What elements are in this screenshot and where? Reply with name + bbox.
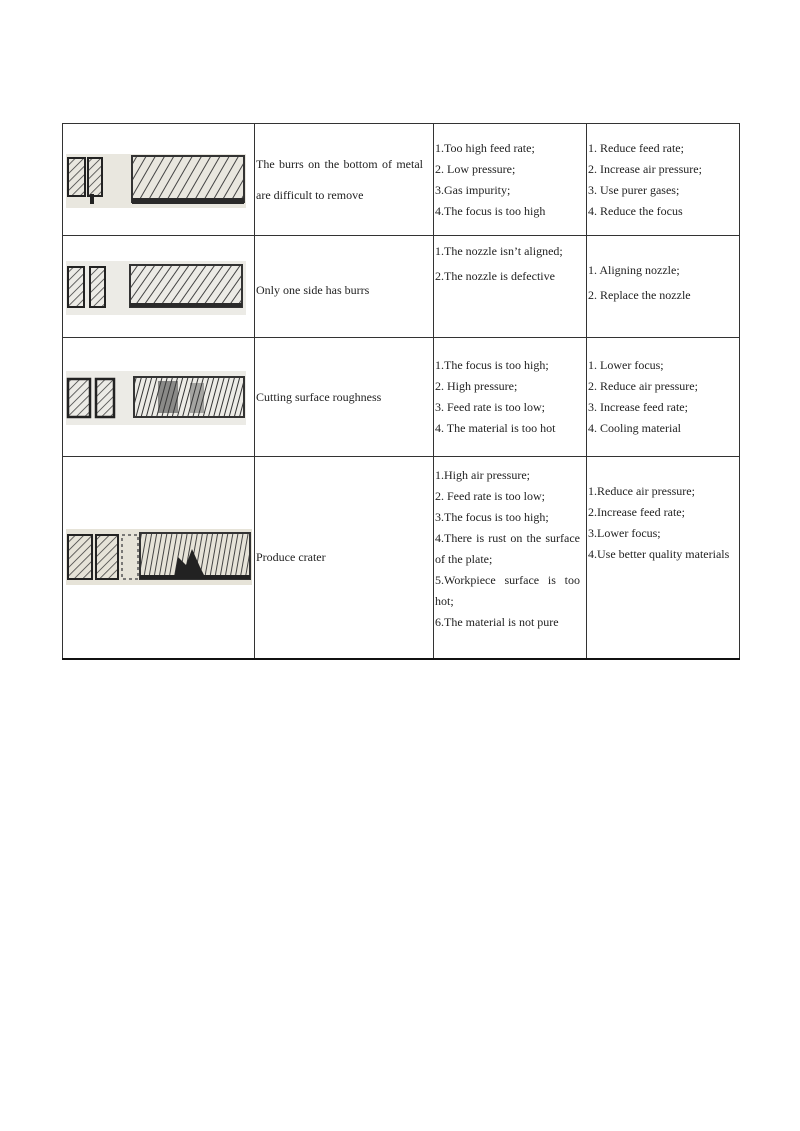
- cause-item: 1.The nozzle isn’t aligned;: [435, 244, 563, 258]
- solution-item: 4.Use better quality materials: [588, 547, 730, 561]
- cause-item: 4.There is rust on the surface of the plate;: [435, 531, 580, 566]
- cause-item: 1.Too high feed rate;: [435, 140, 535, 155]
- problem-cell: [255, 124, 434, 236]
- cause-item: 2. High pressure;: [435, 379, 518, 393]
- solution-item: 4. Cooling material: [588, 421, 681, 435]
- table-row: [63, 236, 740, 338]
- solutions-cell: [587, 338, 740, 457]
- cause-item: 1.The focus is too high;: [435, 358, 549, 372]
- figure-cell: [63, 457, 255, 659]
- figure-cell: [63, 124, 255, 236]
- causes-cell: [434, 124, 587, 236]
- problem-cell: [255, 236, 434, 338]
- cross-section-one-side-burrs-icon: [66, 257, 246, 317]
- cause-item: 3.The focus is too high;: [435, 510, 549, 524]
- solution-item: 1. Lower focus;: [588, 358, 664, 372]
- figure-cell: [63, 338, 255, 457]
- problem-cell: [255, 457, 434, 659]
- solution-item: 2.Increase feed rate;: [588, 505, 685, 519]
- solutions-cell: [587, 124, 740, 236]
- cause-item: 3.Gas impurity;: [435, 182, 511, 197]
- solutions-cell: [587, 457, 740, 659]
- causes-cell: [434, 457, 587, 659]
- solution-item: 1. Aligning nozzle;: [588, 262, 680, 277]
- cause-item: 5.Workpiece surface is too hot;: [435, 573, 580, 608]
- cause-item: 4. The material is too hot: [435, 421, 556, 435]
- solution-item: 4. Reduce the focus: [588, 203, 683, 218]
- problem-text: Cutting surface roughness: [256, 389, 382, 404]
- cause-item: 3. Feed rate is too low;: [435, 400, 545, 414]
- solution-item: 2. Replace the nozzle: [588, 287, 691, 302]
- figure-cell: [63, 236, 255, 338]
- troubleshooting-table: [62, 123, 740, 660]
- problem-cell: [255, 338, 434, 457]
- cause-item: 1.High air pressure;: [435, 468, 530, 482]
- solution-item: 3. Use purer gases;: [588, 182, 680, 197]
- cause-item: 4.The focus is too high: [435, 203, 546, 218]
- cross-section-rough-surface-icon: [66, 367, 246, 427]
- solution-item: 1. Reduce feed rate;: [588, 140, 684, 155]
- cause-item: 2. Feed rate is too low;: [435, 489, 545, 503]
- cross-section-bottom-burrs-icon: [66, 150, 246, 210]
- solution-item: 2. Increase air pressure;: [588, 161, 702, 176]
- solution-item: 3. Increase feed rate;: [588, 400, 688, 414]
- solution-item: 2. Reduce air pressure;: [588, 379, 698, 393]
- causes-cell: [434, 338, 587, 457]
- problem-text: Produce crater: [256, 549, 326, 564]
- cause-item: 6.The material is not pure: [435, 615, 559, 629]
- cross-section-crater-icon: [66, 527, 252, 587]
- cause-item: 2.The nozzle is defective: [435, 269, 555, 283]
- problem-text: Only one side has burrs: [256, 283, 370, 297]
- solutions-cell: [587, 236, 740, 338]
- table-row: [63, 124, 740, 236]
- causes-cell: [434, 236, 587, 338]
- problem-text: The burrs on the bottom of metal are difficult to remove: [256, 156, 423, 202]
- solution-item: 1.Reduce air pressure;: [588, 484, 695, 498]
- table-row: [63, 338, 740, 457]
- table-row: [63, 457, 740, 659]
- cause-item: 2. Low pressure;: [435, 161, 516, 176]
- solution-item: 3.Lower focus;: [588, 526, 661, 540]
